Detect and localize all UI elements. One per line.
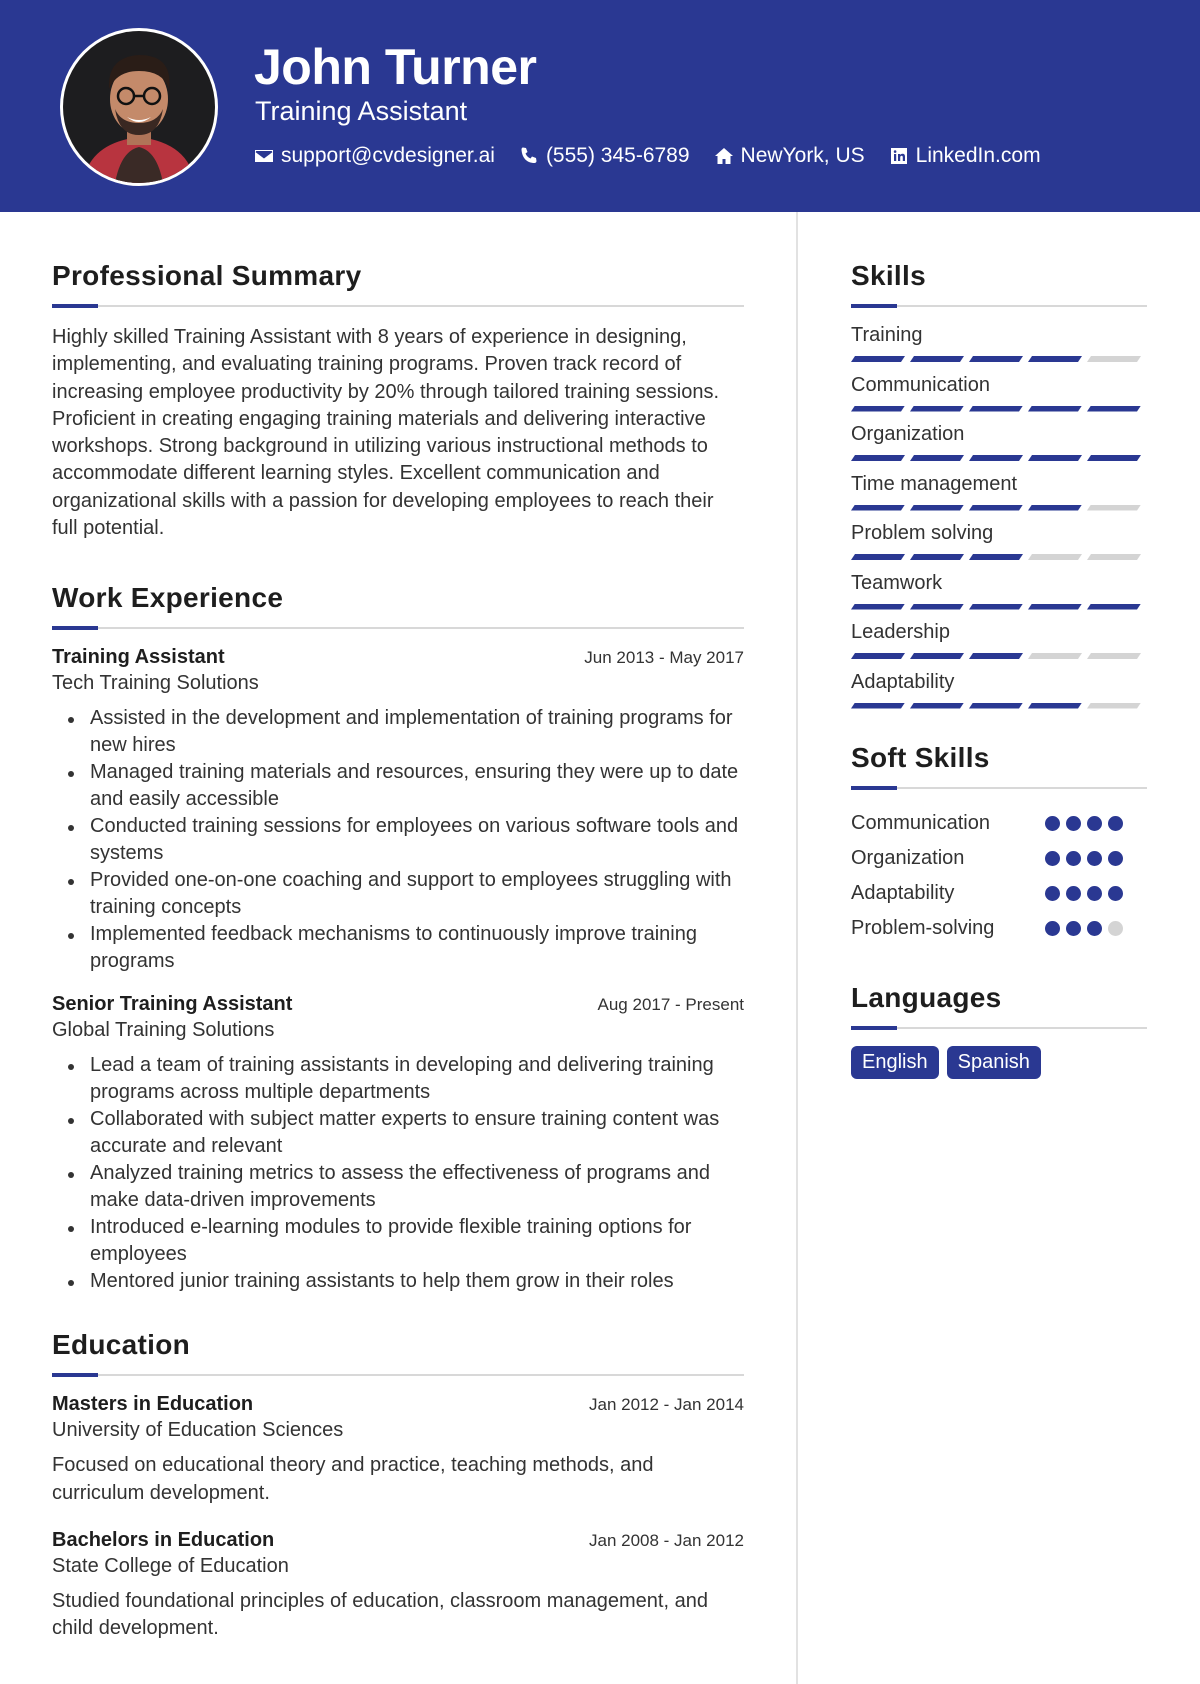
skill-level-segment — [851, 505, 905, 511]
contact-location — [714, 144, 865, 168]
degree-title: Bachelors in Education — [52, 1528, 275, 1551]
skill-level-segment — [851, 455, 905, 461]
job-entry — [52, 993, 744, 1295]
skill-level-segment — [1028, 505, 1082, 511]
soft-skill-rating — [1045, 886, 1129, 901]
email-text: support@cvdesigner.ai — [281, 144, 495, 167]
language-tag: Spanish — [947, 1046, 1041, 1079]
skill-item — [851, 423, 1147, 473]
degree-title: Masters in Education — [52, 1393, 254, 1416]
rating-dot — [1108, 921, 1123, 936]
job-title: Training Assistant — [52, 646, 225, 669]
contact-linkedin[interactable] — [889, 144, 1041, 168]
experience-section — [52, 582, 744, 1295]
job-bullets — [52, 1052, 744, 1295]
soft-skills-title: Soft Skills — [851, 742, 990, 773]
skills-title: Skills — [851, 260, 926, 291]
school-name: State College of Education — [52, 1554, 289, 1577]
job-bullet: Collaborated with subject matter experts to ensure training content was accurate and relevant — [52, 1106, 744, 1160]
column-divider — [796, 212, 798, 1684]
skill-level-segment — [910, 653, 964, 659]
summary-title: Professional Summary — [52, 260, 362, 291]
education-entry — [52, 1393, 744, 1507]
job-bullet: Conducted training sessions for employees on various software tools and systems — [52, 813, 744, 867]
section-rule — [52, 626, 744, 630]
skill-level-bar — [851, 604, 1147, 610]
skill-label: Training — [851, 324, 923, 346]
rating-dot — [1045, 886, 1060, 901]
job-date: Jun 2013 - May 2017 — [584, 648, 744, 668]
skill-item — [851, 621, 1147, 671]
skill-label: Teamwork — [851, 571, 943, 594]
skill-level-segment — [1087, 455, 1141, 461]
skill-level-segment — [1087, 406, 1141, 412]
skill-level-segment — [1028, 604, 1082, 610]
skills-section — [851, 260, 1147, 720]
skill-level-bar — [851, 653, 1147, 659]
phone-icon — [519, 146, 539, 166]
skill-level-segment — [1087, 703, 1141, 709]
skill-item — [851, 671, 1147, 721]
job-title: Senior Training Assistant — [52, 993, 293, 1016]
skill-label: Leadership — [851, 621, 950, 643]
skill-label: Organization — [851, 423, 965, 445]
candidate-name: John Turner — [254, 39, 537, 95]
education-date: Jan 2008 - Jan 2012 — [588, 1530, 744, 1550]
soft-skill-item — [851, 876, 1147, 911]
job-bullet: Assisted in the development and implementation of training programs for new hires — [52, 705, 744, 759]
soft-skill-item — [851, 841, 1147, 876]
location-text: NewYork, US — [740, 144, 865, 167]
job-bullet: Provided one-on-one coaching and support to employees struggling with training concepts — [52, 867, 744, 921]
skill-item — [851, 522, 1147, 572]
skill-level-segment — [1028, 653, 1082, 659]
phone-text: (555) 345-6789 — [545, 144, 690, 167]
contact-phone[interactable] — [519, 144, 690, 168]
section-rule — [52, 304, 744, 308]
skill-level-segment — [1087, 604, 1141, 610]
rating-dot — [1045, 851, 1060, 866]
rating-dot — [1087, 816, 1102, 831]
skill-level-segment — [910, 703, 964, 709]
job-bullet: Lead a team of training assistants in developing and delivering training programs across multiple departments — [52, 1052, 744, 1106]
rating-dot — [1087, 851, 1102, 866]
rating-dot — [1066, 921, 1081, 936]
section-rule — [851, 786, 1147, 790]
rating-dot — [1066, 816, 1081, 831]
candidate-role: Training Assistant — [255, 96, 468, 126]
skill-level-bar — [851, 703, 1147, 709]
resume-header — [0, 0, 1200, 212]
skill-level-segment — [851, 604, 905, 610]
experience-title: Work Experience — [52, 582, 284, 614]
skill-level-bar — [851, 505, 1147, 511]
skill-level-segment — [1028, 455, 1082, 461]
skill-level-segment — [910, 505, 964, 511]
skill-label: Communication — [851, 373, 990, 396]
rating-dot — [1045, 816, 1060, 831]
skill-level-bar — [851, 356, 1147, 362]
rating-dot — [1045, 921, 1060, 936]
skill-level-segment — [910, 406, 964, 412]
skill-level-segment — [851, 653, 905, 659]
skill-level-segment — [1028, 406, 1082, 412]
section-rule — [851, 304, 1147, 308]
soft-skills-list — [851, 806, 1147, 946]
rating-dot — [1087, 921, 1102, 936]
skill-item — [851, 572, 1147, 622]
skill-level-segment — [910, 554, 964, 560]
school-name: University of Education Sciences — [52, 1419, 344, 1442]
job-organization: Global Training Solutions — [52, 1019, 275, 1042]
education-title: Education — [52, 1329, 191, 1361]
skill-level-segment — [969, 406, 1023, 412]
skill-level-segment — [969, 505, 1023, 511]
job-organization: Tech Training Solutions — [52, 672, 259, 695]
soft-skill-label: Problem-solving — [851, 917, 995, 939]
soft-skill-label: Organization — [851, 847, 965, 869]
rating-dot — [1108, 816, 1123, 831]
summary-text: Highly skilled Training Assistant with 8 years of experience in designing, implementing, and evaluating training programs. Proven track record of increasing employee productivity by 20% through tailored training sessions. Proficient in creating engaging training materials and delivering interactive workshops. Strong background in utilizing various instructional methods to accommodate different learning styles. Excellent communication and organizational skills with a passion for developing employees to reach their full potential. — [52, 326, 720, 540]
skill-level-segment — [969, 653, 1023, 659]
skill-level-bar — [851, 406, 1147, 412]
education-description: Studied foundational principles of education, classroom management, and child development. — [52, 1589, 708, 1640]
education-entry — [52, 1529, 744, 1643]
skill-level-segment — [851, 406, 905, 412]
soft-skill-rating — [1045, 816, 1129, 831]
skill-level-segment — [969, 356, 1023, 362]
soft-skills-section — [851, 742, 1147, 946]
skill-level-segment — [1087, 653, 1141, 659]
skill-level-segment — [910, 455, 964, 461]
education-date: Jan 2012 - Jan 2014 — [588, 1395, 744, 1415]
job-bullet: Analyzed training metrics to assess the effectiveness of programs and make data-driven improvements — [52, 1160, 744, 1214]
skill-level-segment — [1087, 356, 1141, 362]
job-entry — [52, 646, 744, 975]
education-description: Focused on educational theory and practice, teaching methods, and curriculum development. — [52, 1454, 654, 1504]
linkedin-text: LinkedIn.com — [915, 144, 1041, 167]
contact-bar — [254, 144, 1065, 168]
profile-photo — [60, 28, 218, 186]
languages-section — [851, 982, 1147, 1079]
skill-label: Problem solving — [851, 522, 994, 544]
summary-section — [52, 260, 744, 542]
section-rule — [851, 1026, 1147, 1030]
language-tags — [851, 1046, 1147, 1079]
skill-level-segment — [851, 356, 905, 362]
soft-skill-item — [851, 806, 1147, 841]
soft-skill-label: Adaptability — [851, 882, 955, 904]
job-bullet: Managed training materials and resources, ensuring they were up to date and easily accessible — [52, 759, 744, 813]
education-section — [52, 1329, 744, 1642]
main-column — [52, 260, 744, 1665]
skill-level-segment — [969, 554, 1023, 560]
skill-level-segment — [910, 356, 964, 362]
profile-photo-illustration — [63, 31, 215, 183]
sidebar-column — [851, 260, 1147, 1079]
rating-dot — [1087, 886, 1102, 901]
job-bullet: Implemented feedback mechanisms to continuously improve training programs — [52, 921, 744, 975]
job-date: Aug 2017 - Present — [597, 995, 744, 1015]
skill-level-segment — [851, 703, 905, 709]
soft-skill-item — [851, 911, 1147, 946]
rating-dot — [1108, 886, 1123, 901]
job-bullets — [52, 705, 744, 975]
skill-level-segment — [1087, 554, 1141, 560]
envelope-icon — [254, 146, 274, 166]
rating-dot — [1066, 851, 1081, 866]
skill-item — [851, 473, 1147, 523]
skill-level-segment — [1028, 703, 1082, 709]
skill-level-bar — [851, 554, 1147, 560]
skills-list — [851, 324, 1147, 720]
skill-level-segment — [969, 703, 1023, 709]
skill-item — [851, 324, 1147, 374]
language-tag: English — [851, 1046, 939, 1079]
home-icon — [714, 146, 734, 166]
skill-level-segment — [1028, 356, 1082, 362]
soft-skill-rating — [1045, 921, 1129, 936]
job-bullet: Mentored junior training assistants to help them grow in their roles — [52, 1268, 744, 1295]
skill-level-segment — [851, 554, 905, 560]
skill-level-segment — [969, 455, 1023, 461]
contact-email[interactable] — [254, 144, 495, 168]
job-bullet: Introduced e-learning modules to provide flexible training options for employees — [52, 1214, 744, 1268]
skill-item — [851, 374, 1147, 424]
section-rule — [52, 1373, 744, 1377]
skill-level-segment — [1028, 554, 1082, 560]
soft-skill-label: Communication — [851, 812, 990, 834]
skill-level-segment — [969, 604, 1023, 610]
soft-skill-rating — [1045, 851, 1129, 866]
skill-level-segment — [1087, 505, 1141, 511]
skill-level-segment — [910, 604, 964, 610]
rating-dot — [1108, 851, 1123, 866]
skill-label: Time management — [851, 472, 1017, 495]
languages-title: Languages — [851, 982, 1002, 1013]
skill-label: Adaptability — [851, 670, 955, 693]
skill-level-bar — [851, 455, 1147, 461]
rating-dot — [1066, 886, 1081, 901]
linkedin-icon — [889, 146, 909, 166]
